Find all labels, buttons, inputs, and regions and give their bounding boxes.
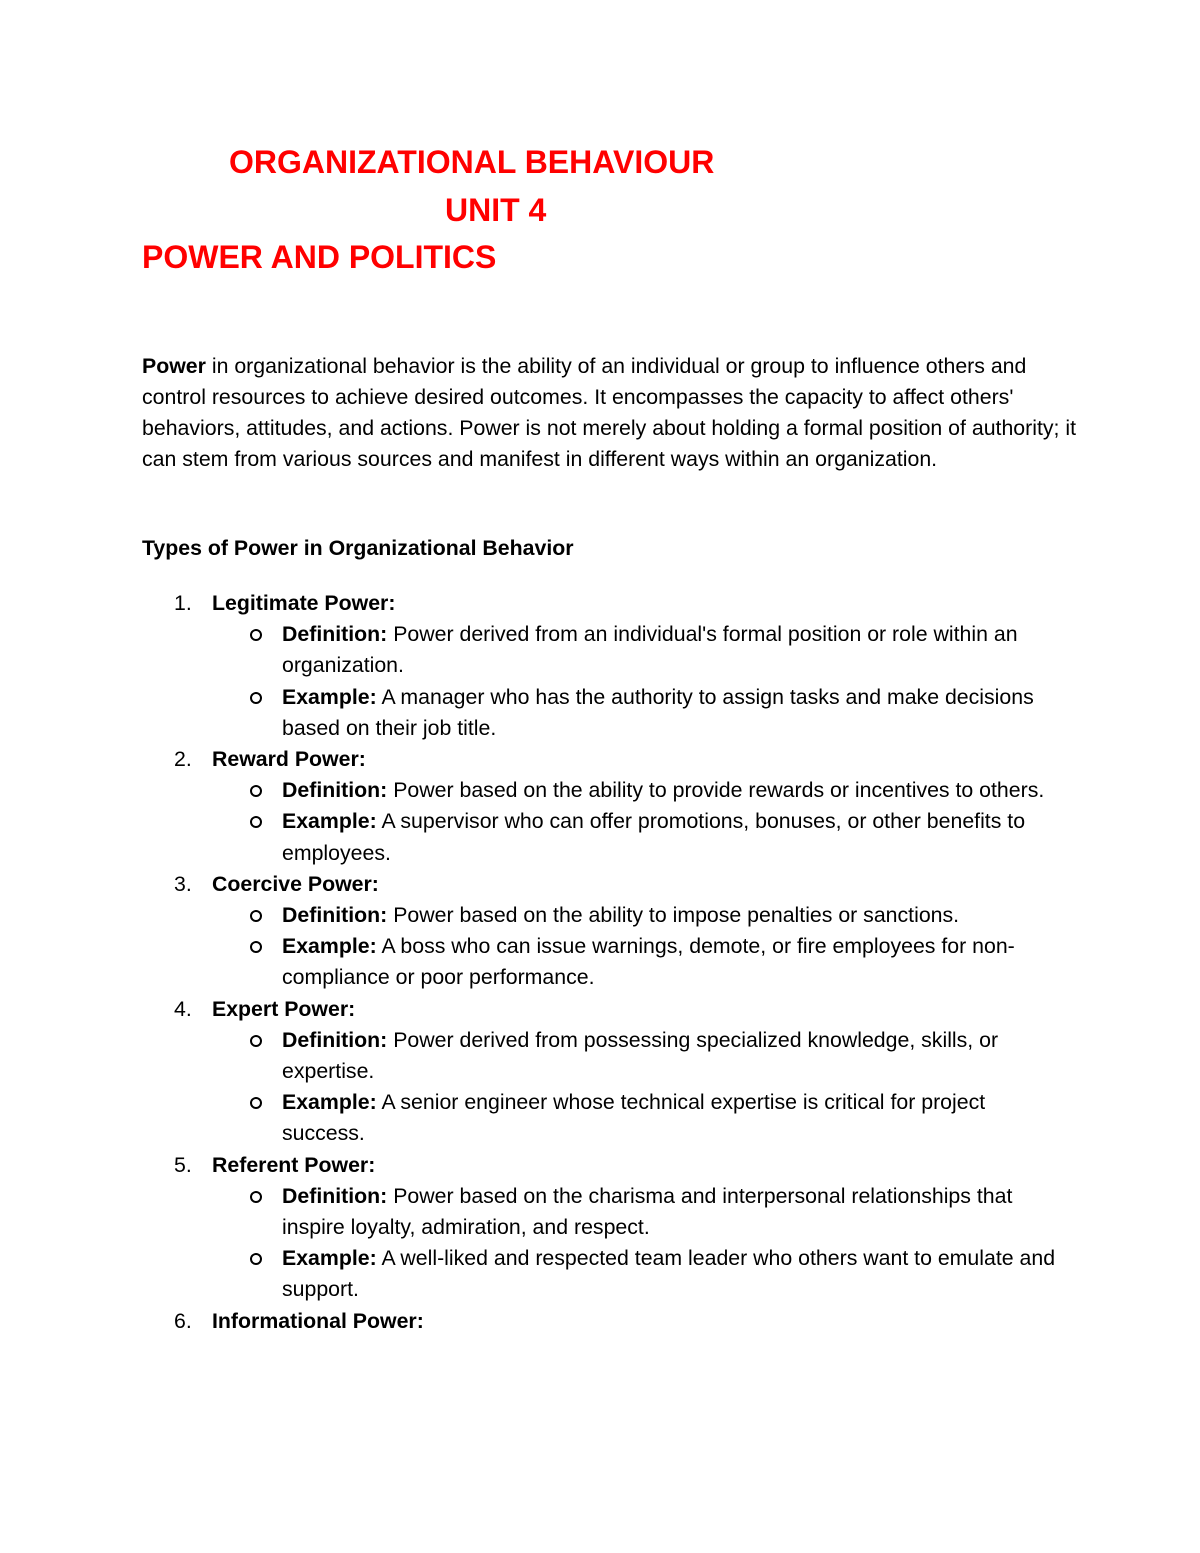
item-title: Coercive Power: bbox=[212, 871, 379, 896]
example-subitem bbox=[282, 1243, 1062, 1305]
definition-label: Definition: bbox=[282, 1183, 388, 1208]
hollow-bullet-icon bbox=[250, 816, 262, 828]
example-text: A supervisor who can offer promotions, bonuses, or other benefits to employees. bbox=[282, 809, 1026, 865]
item-number: 2. bbox=[174, 747, 192, 772]
list-item bbox=[142, 744, 1082, 869]
definition-subitem bbox=[282, 775, 1062, 806]
definition-label: Definition: bbox=[282, 1027, 388, 1052]
example-label: Example: bbox=[282, 1246, 377, 1271]
hollow-bullet-icon bbox=[250, 1035, 262, 1047]
item-number: 6. bbox=[174, 1308, 192, 1333]
hollow-bullet-icon bbox=[250, 1191, 262, 1203]
example-label: Example: bbox=[282, 1090, 377, 1115]
definition-text: Power based on the ability to impose penalties or sanctions. bbox=[387, 903, 960, 928]
hollow-bullet-icon bbox=[250, 1097, 262, 1109]
definition-text: Power based on the ability to provide rewards or incentives to others. bbox=[387, 778, 1045, 803]
example-subitem bbox=[282, 682, 1062, 744]
list-item bbox=[142, 588, 1082, 744]
example-label: Example: bbox=[282, 934, 377, 959]
definition-text: Power derived from possessing specialized knowledge, skills, or expertise. bbox=[282, 1027, 999, 1084]
list-item bbox=[142, 869, 1082, 994]
definition-subitem bbox=[282, 1181, 1062, 1243]
intro-paragraph bbox=[142, 351, 1082, 475]
topic-title: POWER AND POLITICS bbox=[142, 239, 497, 275]
item-number: 4. bbox=[174, 996, 192, 1021]
hollow-bullet-icon bbox=[250, 629, 262, 641]
example-label: Example: bbox=[282, 684, 377, 709]
item-number: 1. bbox=[174, 591, 192, 615]
item-number: 3. bbox=[174, 871, 192, 896]
hollow-bullet-icon bbox=[250, 1253, 262, 1265]
types-heading: Types of Power in Organizational Behavior bbox=[142, 536, 574, 560]
item-title: Legitimate Power: bbox=[212, 591, 396, 615]
example-subitem bbox=[282, 1087, 1062, 1149]
example-text: A boss who can issue warnings, demote, or fire employees for non-compliance or poor performance. bbox=[282, 934, 1015, 990]
intro-text: in organizational behavior is the ability of an individual or group to influence others and control resources to achieve desired outcomes. It encompasses the capacity to affect others' behaviors, attitudes, and actions. Power is not merely about holding a formal position of authority; it can stem from various sources and manifest in different ways within an organization. bbox=[142, 354, 1077, 471]
item-title: Reward Power: bbox=[212, 747, 366, 772]
example-text: A manager who has the authority to assign tasks and make decisions based on their job title. bbox=[282, 684, 1034, 740]
example-subitem bbox=[282, 931, 1062, 993]
definition-text: Power derived from an individual's formal position or role within an organization. bbox=[282, 622, 1018, 678]
hollow-bullet-icon bbox=[250, 692, 262, 704]
list-item bbox=[142, 994, 1082, 1150]
definition-label: Definition: bbox=[282, 778, 388, 803]
definition-label: Definition: bbox=[282, 903, 388, 928]
example-text: A well-liked and respected team leader who others want to emulate and support. bbox=[282, 1246, 1056, 1302]
types-list bbox=[142, 588, 1082, 1337]
example-subitem bbox=[282, 806, 1062, 868]
example-text: A senior engineer whose technical expertise is critical for project success. bbox=[282, 1090, 986, 1146]
hollow-bullet-icon bbox=[250, 785, 262, 797]
unit-title: UNIT 4 bbox=[445, 192, 547, 228]
list-item bbox=[142, 1306, 1082, 1337]
definition-subitem bbox=[282, 619, 1062, 681]
definition-subitem bbox=[282, 900, 1062, 931]
definition-label: Definition: bbox=[282, 622, 388, 647]
item-title: Expert Power: bbox=[212, 996, 356, 1021]
item-number: 5. bbox=[174, 1152, 192, 1177]
hollow-bullet-icon bbox=[250, 910, 262, 922]
definition-subitem bbox=[282, 1025, 1062, 1087]
hollow-bullet-icon bbox=[250, 941, 262, 953]
intro-term: Power bbox=[142, 354, 206, 378]
example-label: Example: bbox=[282, 809, 377, 834]
definition-text: Power based on the charisma and interpersonal relationships that inspire loyalty, admiration, and respect. bbox=[282, 1183, 1013, 1240]
course-title: ORGANIZATIONAL BEHAVIOUR bbox=[229, 144, 715, 180]
item-title: Informational Power: bbox=[212, 1308, 424, 1333]
item-title: Referent Power: bbox=[212, 1152, 376, 1177]
list-item bbox=[142, 1150, 1082, 1306]
